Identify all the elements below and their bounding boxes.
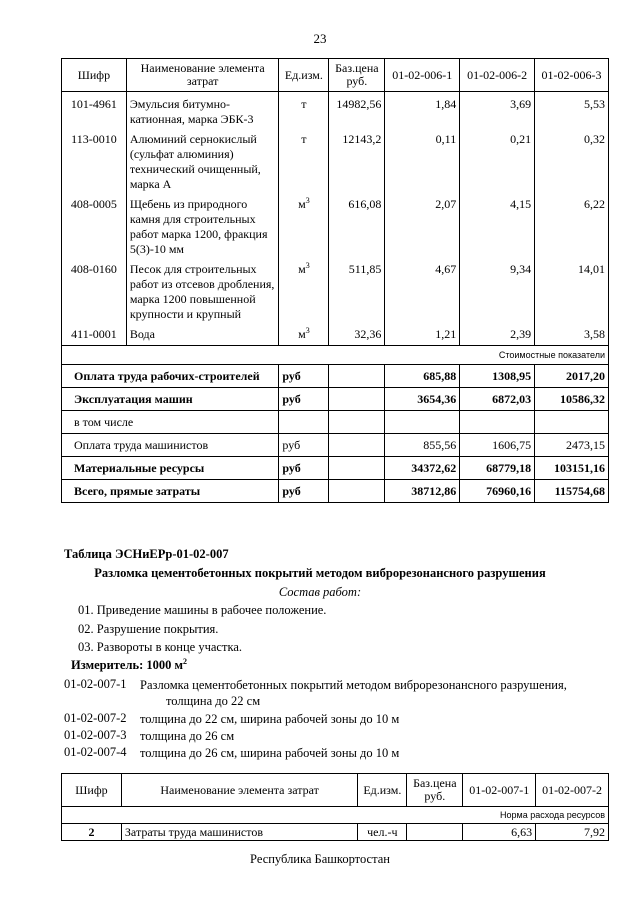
cost-unit [279,411,329,434]
cost-value: 76960,16 [460,480,535,503]
header-cell: Ед.изм. [279,59,329,92]
cost-row [62,365,609,388]
cost-value: 38712,86 [385,480,460,503]
header-cell: Шифр [62,774,122,807]
cost-value: 1606,75 [460,434,535,457]
cost-unit: руб [279,388,329,411]
cost-value: 6872,03 [460,388,535,411]
operation-item: 03. Развороты в конце участка. [78,640,242,654]
row-value: 3,58 [535,322,609,346]
table-row [62,824,609,841]
cost-unit: руб [279,365,329,388]
cost-value: 2017,20 [535,365,609,388]
header-cell: Шифр [62,59,127,92]
cost-name: Всего, прямые затраты [62,480,279,503]
row-price: 32,36 [329,322,385,346]
row-value: 6,63 [463,824,536,841]
row-value: 9,34 [460,257,535,322]
cost-empty [329,411,385,434]
cost-name: Оплата труда рабочих-строителей [62,365,279,388]
row-name: Затраты труда машинистов [121,824,357,841]
row-price [407,824,463,841]
row-value: 0,32 [535,127,609,192]
cost-empty [329,480,385,503]
cost-value: 855,56 [385,434,460,457]
row-price: 12143,2 [329,127,385,192]
table-row [62,322,609,346]
row-value: 14,01 [535,257,609,322]
row-value: 3,69 [460,92,535,128]
table-row [62,127,609,192]
cost-value: 685,88 [385,365,460,388]
cost-value: 34372,62 [385,457,460,480]
row-unit: т [279,92,329,128]
cost-value [535,411,609,434]
header-cell: 01-02-007-1 [463,774,536,807]
variant-code: 01-02-007-3 [64,728,127,742]
row-unit: $м^3$ [279,257,329,322]
header-cell: 01-02-006-3 [535,59,609,92]
variant-code: 01-02-007-2 [64,711,127,725]
cost-empty [329,365,385,388]
work-heading: Состав работ: [278,585,362,599]
cost-empty [329,434,385,457]
header-cell: Баз.цена руб. [329,59,385,92]
resources-table-006 [61,58,609,503]
row-unit: т [279,127,329,192]
cost-row [62,434,609,457]
row-value: 0,21 [460,127,535,192]
row-price: 14982,56 [329,92,385,128]
page-footer: Республика Башкортостан [250,852,390,866]
row-value: 2,39 [460,322,535,346]
cost-value: 68779,18 [460,457,535,480]
row-name: Эмульсия битумно-катионная, марка ЭБК-3 [126,92,279,128]
norm-caption: Норма расхода ресурсов [62,807,609,824]
table-row [62,257,609,322]
row-value: 4,67 [385,257,460,322]
resources-table-007 [61,773,609,841]
row-code: 2 [62,824,122,841]
row-name: Вода [126,322,279,346]
cost-empty [329,388,385,411]
cost-value: 10586,32 [535,388,609,411]
cost-row [62,411,609,434]
row-name: Песок для строительных работ из отсевов дробления, марка 1200 повышенной крупности и крупный [126,257,279,322]
cost-unit: руб [279,434,329,457]
row-unit: $м^3$ [279,192,329,257]
page-number: 23 [313,31,327,46]
cost-unit: руб [279,480,329,503]
table-title: Таблица ЭСНиЕРр-01-02-007 [64,547,229,561]
header-cell: Баз.цена руб. [407,774,463,807]
row-code: 408-0005 [62,192,127,257]
operation-item: 01. Приведение машины в рабочее положение. [78,603,327,617]
caption-row [62,346,609,365]
cost-name: Оплата труда машинистов [62,434,279,457]
row-price: 511,85 [329,257,385,322]
header-cell: Наименование элемента затрат [126,59,279,92]
variant-text: толщина до 26 см, ширина рабочей зоны до 10 м [140,746,400,760]
row-value: 7,92 [536,824,609,841]
table-row [62,92,609,128]
variant-text: толщина до 22 см, ширина рабочей зоны до 10 м [140,712,400,726]
table-header-row [62,59,609,92]
variant-code: 01-02-007-4 [64,745,127,759]
header-cell: 01-02-007-2 [536,774,609,807]
row-value: 6,22 [535,192,609,257]
header-cell: 01-02-006-2 [460,59,535,92]
table-row [62,192,609,257]
cost-value: 103151,16 [535,457,609,480]
row-value: 1,84 [385,92,460,128]
cost-row [62,388,609,411]
row-price: 616,08 [329,192,385,257]
row-value: 2,07 [385,192,460,257]
cost-value: 115754,68 [535,480,609,503]
cost-value [385,411,460,434]
row-code: 411-0001 [62,322,127,346]
header-cell: Ед.изм. [358,774,407,807]
variant-text: Разломка цементобетонных покрытий методом виброрезонансного разрушения, толщина до 22 см [140,678,567,708]
cost-value [460,411,535,434]
cost-value: 3654,36 [385,388,460,411]
row-name: Щебень из природного камня для строительных работ марка 1200, фракция 5(3)-10 мм [126,192,279,257]
row-value: 4,15 [460,192,535,257]
row-code: 101-4961 [62,92,127,128]
row-code: 408-0160 [62,257,127,322]
table-subtitle: Разломка цементобетонных покрытий методом виброрезонансного разрушения [94,566,546,580]
row-value: 0,11 [385,127,460,192]
cost-row [62,457,609,480]
operation-item: 02. Разрушение покрытия. [78,622,219,636]
header-cell: 01-02-006-1 [385,59,460,92]
table-header-row [62,774,609,807]
row-unit: чел.-ч [358,824,407,841]
cost-value: 1308,95 [460,365,535,388]
cost-value: 2473,15 [535,434,609,457]
caption-row [62,807,609,824]
cost-name: в том числе [62,411,279,434]
cost-unit: руб [279,457,329,480]
row-value: 1,21 [385,322,460,346]
header-cell: Наименование элемента затрат [121,774,357,807]
row-unit: $м^3$ [279,322,329,346]
cost-row [62,480,609,503]
cost-name: Материальные ресурсы [62,457,279,480]
cost-empty [329,457,385,480]
meter-label: Измеритель: 1000 $м^2$ [71,656,188,672]
cost-caption: Стоимостные показатели [62,346,609,365]
row-name: Алюминий сернокислый (сульфат алюминия) технический очищенный, марка А [126,127,279,192]
row-code: 113-0010 [62,127,127,192]
cost-name: Эксплуатация машин [62,388,279,411]
row-value: 5,53 [535,92,609,128]
variant-text: толщина до 26 см [140,729,235,743]
variant-code: 01-02-007-1 [64,677,127,691]
